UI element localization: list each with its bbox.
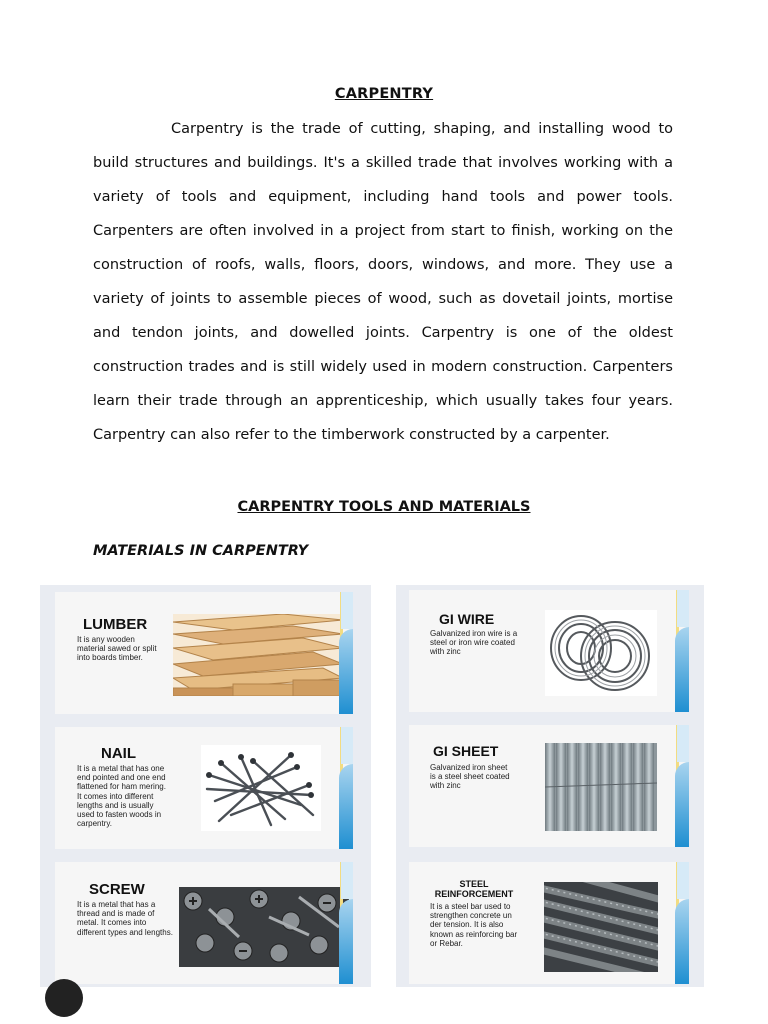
nail-description: It is a metal that has one end pointed and one end flattened for ham mering. It comes into different lengths and is usually used to fasten woods in carpentry.: [77, 764, 166, 829]
nail-card: [55, 727, 353, 849]
steel-reinforcement-image: [544, 882, 658, 972]
gi-wire-image: [545, 610, 657, 696]
screw-description: It is a metal that has a thread and is made of metal. It comes into different types and lengths.: [77, 900, 173, 937]
steel-reinforcement-description: It is a steel bar used to strengthen concrete un der tension. It is also known as reinforcing bar or Rebar.: [430, 902, 518, 948]
gi-sheet-description: Galvanized iron sheet is a steel sheet coated with zinc: [430, 763, 510, 791]
lumber-description: It is any wooden material sawed or split into boards timber.: [77, 635, 157, 663]
intro-paragraph: Carpentry is the trade of cutting, shaping, and installing wood to build structures and buildings. It's a skilled trade that involves working with a variety of tools and equipment, including hand tools and power tools. Carpenters are often involved in a project from start to finish, working on the construction of roofs, walls, floors, doors, windows, and more. They use a variety of joints to assemble pieces of wood, such as dovetail joints, mortise and tendon joints, and dowelled joints. Carpentry is one of the oldest construction trades and is still widely used in modern construction. Carpenters learn their trade through an apprenticeship, which usually takes four years. Carpentry can also refer to the timberwork constructed by a carpenter.: [93, 121, 673, 443]
lumber-image: [173, 614, 343, 696]
scroll-badge[interactable]: [45, 979, 83, 1017]
gi-wire-title: GI WIRE: [439, 611, 495, 627]
screw-card: [55, 862, 353, 984]
gi-wire-card: [409, 590, 689, 712]
nail-title: NAIL: [101, 745, 136, 762]
lumber-title: LUMBER: [83, 616, 148, 633]
screw-title: SCREW: [89, 881, 145, 898]
steel-reinforcement-card: [409, 862, 689, 984]
lumber-card: [55, 592, 353, 714]
gi-wire-description: Galvanized iron wire is a steel or iron wire coated with zinc: [430, 629, 518, 657]
materials-image-right: [396, 585, 704, 987]
materials-heading: MATERIALS IN CARPENTRY: [93, 543, 309, 559]
steel-reinforcement-title: STEEL REINFORCEMENT: [434, 879, 514, 899]
gi-sheet-card: [409, 725, 689, 847]
nail-image: [201, 745, 321, 831]
gi-sheet-title: GI SHEET: [433, 743, 499, 759]
section-heading: CARPENTRY TOOLS AND MATERIALS: [237, 499, 531, 515]
materials-image-left: [40, 585, 371, 987]
gi-sheet-image: [545, 743, 657, 831]
page-title: CARPENTRY: [334, 86, 434, 102]
